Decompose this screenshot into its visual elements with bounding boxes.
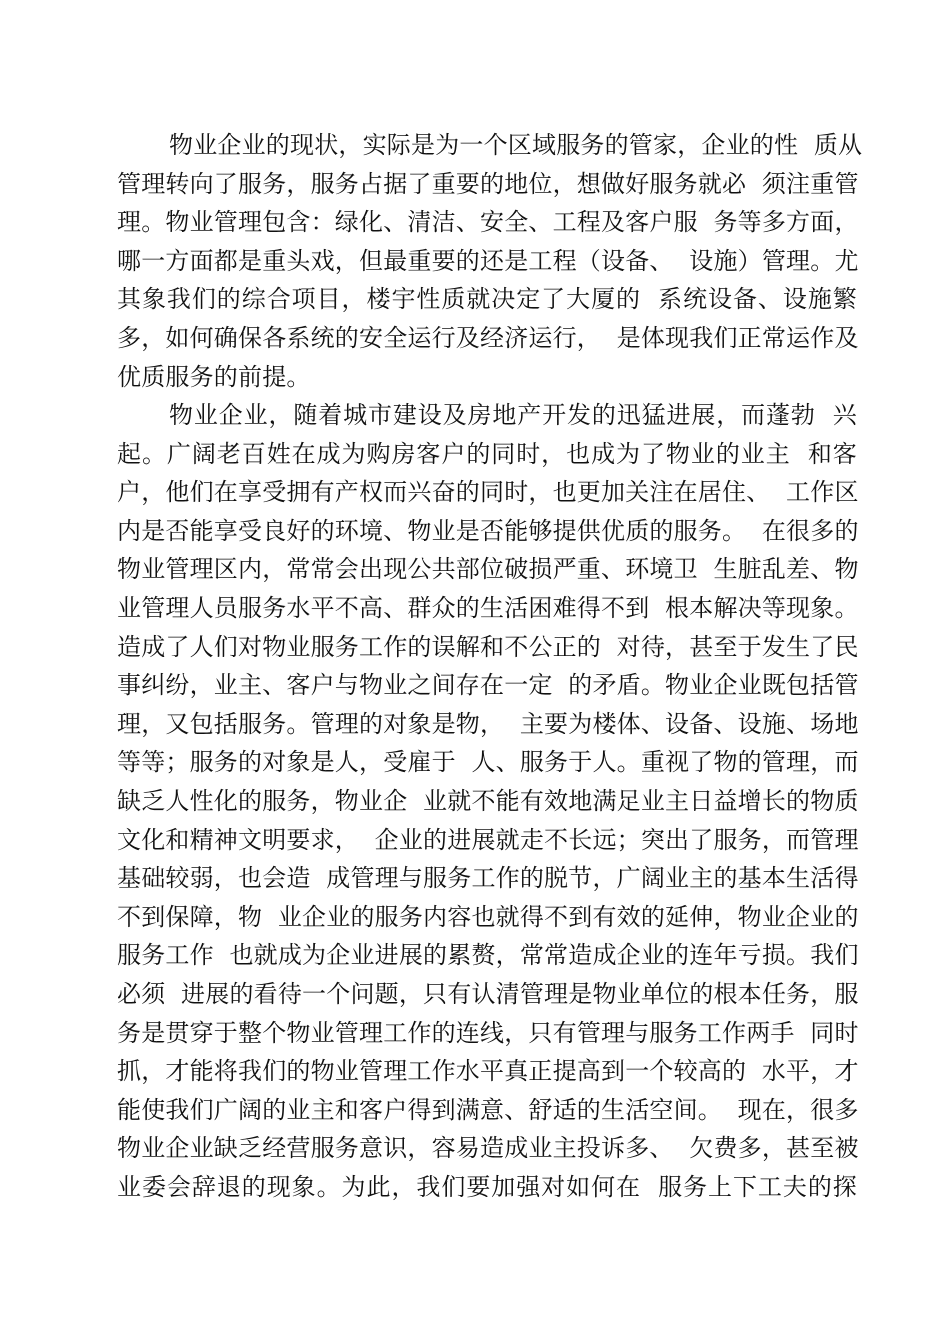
text-line: 优质服务的前提。: [117, 362, 311, 391]
text-line: 业管理人员服务水平不高、群众的生活困难得不到 根本解决等现象。: [117, 593, 859, 622]
text-line: 业委会辞退的现象。为此，我们要加强对如何在 服务上下工夫的探: [117, 1172, 857, 1201]
text-line: 理。物业管理包含：绿化、清洁、安全、工程及客户服 务等多方面，: [117, 208, 859, 237]
text-line: 其象我们的综合项目，楼宇性质就决定了大厦的 系统设备、设施繁: [117, 285, 857, 314]
text-line: 起。广阔老百姓在成为购房客户的同时，也成为了物业的业主 和客: [117, 439, 857, 468]
text-line: 户，他们在享受拥有产权而兴奋的同时，也更加关注在居住、 工作区: [117, 478, 859, 507]
text-line: 缺乏人性化的服务，物业企 业就不能有效地满足业主日益增长的物质: [117, 786, 859, 815]
text-line: 物业企业缺乏经营服务意识，容易造成业主投诉多、 欠费多，甚至被: [117, 1134, 859, 1163]
text-line: 服务工作 也就成为企业进展的累赘，常常造成企业的连年亏损。我们: [117, 941, 859, 970]
text-line: 文化和精神文明要求， 企业的进展就走不长远；突出了服务，而管理: [117, 825, 859, 854]
text-line: 物业企业的现状，实际是为一个区域服务的管家，企业的性 质从: [169, 131, 863, 159]
text-line: 务是贯穿于整个物业管理工作的连线，只有管理与服务工作两手 同时: [117, 1018, 859, 1047]
text-line: 能使我们广阔的业主和客户得到满意、舒适的生活空间。 现在，很多: [117, 1095, 859, 1124]
text-line: 不到保障，物 业企业的服务内容也就得不到有效的延伸，物业企业的: [117, 902, 859, 931]
text-line: 管理转向了服务，服务占据了重要的地位，想做好服务就必 须注重管: [117, 169, 859, 198]
text-line: 抓，才能将我们的物业管理工作水平真正提高到一个较高的 水平，才: [117, 1057, 859, 1086]
text-line: 造成了人们对物业服务工作的误解和不公正的 对待，甚至于发生了民: [117, 632, 859, 661]
text-line: 多，如何确保各系统的安全运行及经济运行， 是体现我们正常运作及: [117, 323, 859, 352]
text-line: 物业企业，随着城市建设及房地产开发的迅猛进展，而蓬勃 兴: [169, 401, 857, 429]
text-line: 等等；服务的对象是人，受雇于 人、服务于人。重视了物的管理，而: [117, 748, 859, 777]
text-line: 内是否能享受良好的环境、物业是否能够提供优质的服务。 在很多的: [117, 516, 859, 545]
text-line: 事纠纷，业主、客户与物业之间存在一定 的矛盾。物业企业既包括管: [117, 671, 859, 700]
text-line: 基础较弱，也会造 成管理与服务工作的脱节，广阔业主的基本生活得: [117, 864, 859, 893]
text-line: 必须 进展的看待一个问题，只有认清管理是物业单位的根本任务，服: [117, 979, 859, 1008]
paragraph-1: [117, 126, 863, 396]
text-line: 哪一方面都是重头戏，但最重要的还是工程（设备、 设施）管理。尤: [117, 246, 859, 275]
text-line: 理，又包括服务。管理的对象是物， 主要为楼体、设备、设施、场地: [117, 709, 859, 738]
text-line: 物业管理区内，常常会出现公共部位破损严重、环境卫 生脏乱差、物: [117, 555, 859, 584]
paragraph-2: [117, 396, 857, 1206]
